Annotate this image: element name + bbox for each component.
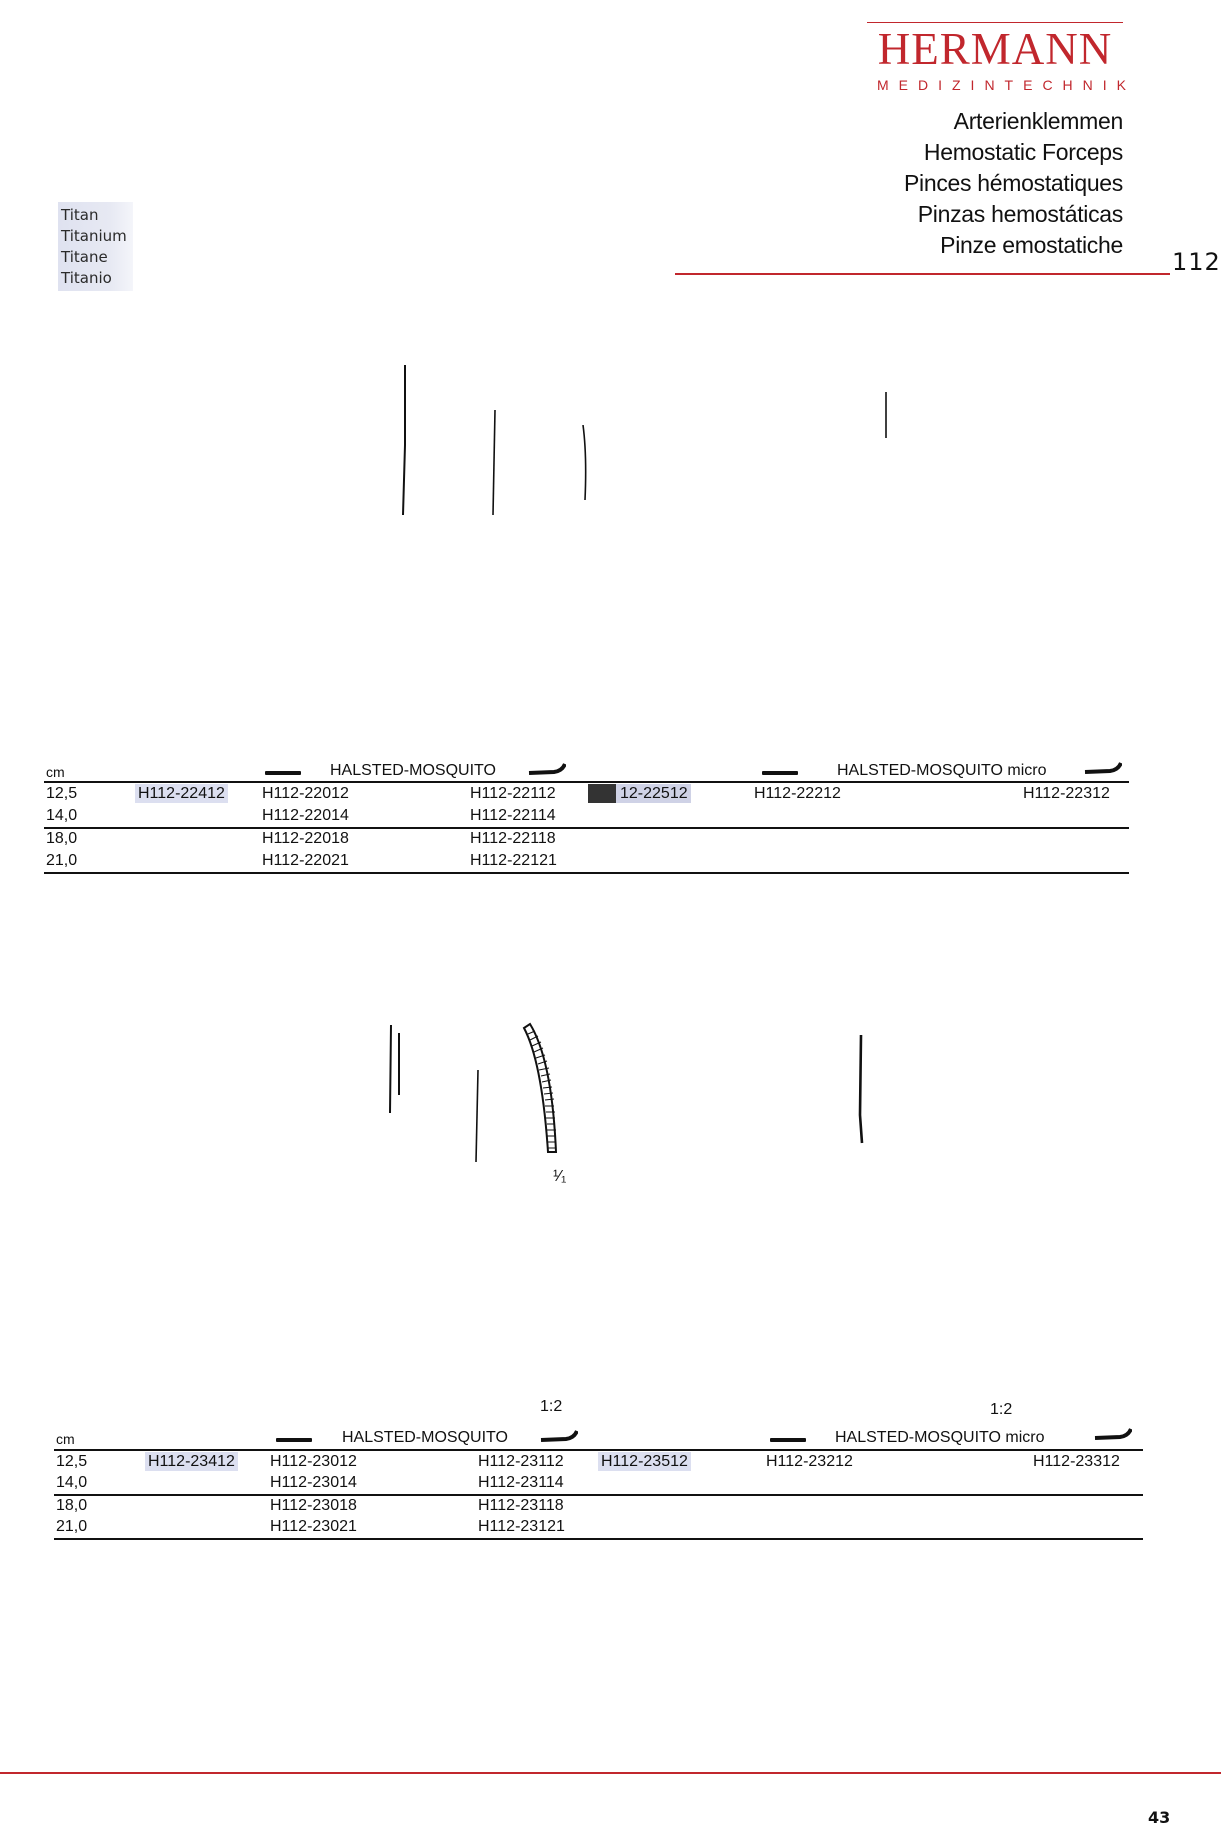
titanium-article-number: H112-22412 bbox=[135, 784, 228, 803]
table-rule bbox=[44, 827, 1129, 829]
scale-label-right: 1:2 bbox=[990, 1401, 1013, 1418]
straight-tip-icon bbox=[276, 1438, 312, 1442]
group-number: 112 bbox=[1172, 248, 1221, 276]
title-en: Hemostatic Forceps bbox=[923, 139, 1123, 165]
article-number-micro-curved: H112-23312 bbox=[1033, 1453, 1120, 1470]
article-number-straight: H112-22018 bbox=[262, 830, 349, 847]
size-cell: 18,0 bbox=[46, 830, 78, 847]
curved-tip-icon bbox=[1094, 1427, 1132, 1441]
title-fr: Pinces hémostatiques bbox=[903, 170, 1123, 196]
titanium-article-number-micro: 12-22512 bbox=[588, 784, 691, 803]
footer-rule bbox=[0, 1772, 1221, 1774]
material-es: Titanio bbox=[61, 269, 112, 287]
title-de: Arterienklemmen bbox=[953, 108, 1123, 134]
size-cell: 18,0 bbox=[56, 1497, 88, 1514]
article-number-straight: H112-22012 bbox=[262, 785, 349, 802]
size-cell: 21,0 bbox=[56, 1518, 88, 1535]
article-number-curved: H112-22118 bbox=[470, 830, 556, 847]
title-es: Pinzas hemostáticas bbox=[917, 201, 1123, 227]
brand-tagline: MEDIZINTECHNIK bbox=[877, 77, 1136, 93]
table-rule bbox=[54, 1449, 1143, 1451]
table-rule bbox=[44, 781, 1129, 783]
instrument-drawing-curved-1 bbox=[575, 425, 595, 505]
size-cell: 14,0 bbox=[56, 1474, 88, 1491]
straight-tip-icon bbox=[770, 1438, 806, 1442]
instrument-drawing-straight-4 bbox=[472, 1070, 484, 1165]
serrated-jaw-detail bbox=[520, 1022, 560, 1162]
size-cell: 12,5 bbox=[46, 785, 78, 802]
article-number-micro-straight: H112-23212 bbox=[766, 1453, 853, 1470]
article-number-curved: H112-22121 bbox=[470, 852, 557, 869]
article-number-curved: H112-23114 bbox=[478, 1474, 564, 1491]
straight-tip-icon bbox=[265, 771, 301, 775]
table-rule bbox=[54, 1538, 1143, 1540]
page-number: 43 bbox=[1148, 1808, 1171, 1827]
detail-scale-label: ¹⁄₁ bbox=[553, 1168, 567, 1185]
size-cell: 21,0 bbox=[46, 852, 78, 869]
unit-label: cm bbox=[46, 764, 65, 780]
titanium-article-number-micro: H112-23512 bbox=[598, 1452, 691, 1471]
material-en: Titanium bbox=[61, 227, 127, 245]
table-rule bbox=[54, 1494, 1143, 1496]
instrument-drawing-straight-1 bbox=[395, 365, 415, 525]
section-heading-left: HALSTED-MOSQUITO bbox=[342, 1429, 508, 1446]
instrument-drawing-straight-2 bbox=[485, 410, 505, 520]
article-number-straight: H112-23012 bbox=[270, 1453, 357, 1470]
table-rule bbox=[44, 872, 1129, 874]
instrument-drawing-straight-3 bbox=[385, 1025, 409, 1115]
material-de: Titan bbox=[61, 206, 99, 224]
curved-tip-icon bbox=[540, 1429, 578, 1443]
article-number-micro-straight: H112-22212 bbox=[754, 785, 841, 802]
unit-label: cm bbox=[56, 1431, 75, 1447]
article-number-straight: H112-23021 bbox=[270, 1518, 357, 1535]
instrument-drawing-micro-1 bbox=[880, 392, 892, 440]
instrument-drawing-micro-2 bbox=[853, 1035, 869, 1145]
title-rule bbox=[675, 273, 1170, 275]
titanium-article-number: H112-23412 bbox=[145, 1452, 238, 1471]
article-number-straight: H112-22021 bbox=[262, 852, 349, 869]
material-label bbox=[58, 202, 133, 291]
article-number-curved: H112-22112 bbox=[470, 785, 556, 802]
article-number-micro-curved: H112-22312 bbox=[1023, 785, 1110, 802]
brand-name: HERMANN bbox=[877, 24, 1113, 74]
article-number-curved: H112-22114 bbox=[470, 807, 556, 824]
article-number-curved: H112-23121 bbox=[478, 1518, 565, 1535]
scale-label-left: 1:2 bbox=[540, 1398, 563, 1415]
material-fr: Titane bbox=[61, 248, 108, 266]
section-heading-left: HALSTED-MOSQUITO bbox=[330, 762, 496, 779]
curved-tip-icon bbox=[1084, 761, 1122, 775]
article-number-straight: H112-23018 bbox=[270, 1497, 357, 1514]
curved-tip-icon bbox=[528, 762, 566, 776]
article-number-curved: H112-23112 bbox=[478, 1453, 564, 1470]
section-heading-right: HALSTED-MOSQUITO micro bbox=[835, 1429, 1045, 1446]
article-number-straight: H112-22014 bbox=[262, 807, 349, 824]
logo-rule bbox=[867, 22, 1123, 23]
brand-logo bbox=[867, 22, 1136, 93]
title-it: Pinze emostatiche bbox=[940, 232, 1123, 258]
section-heading-right: HALSTED-MOSQUITO micro bbox=[837, 762, 1047, 779]
size-cell: 12,5 bbox=[56, 1453, 88, 1470]
straight-tip-icon bbox=[762, 771, 798, 775]
article-number-curved: H112-23118 bbox=[478, 1497, 564, 1514]
size-cell: 14,0 bbox=[46, 807, 78, 824]
article-number-straight: H112-23014 bbox=[270, 1474, 357, 1491]
page-titles bbox=[904, 106, 1123, 261]
